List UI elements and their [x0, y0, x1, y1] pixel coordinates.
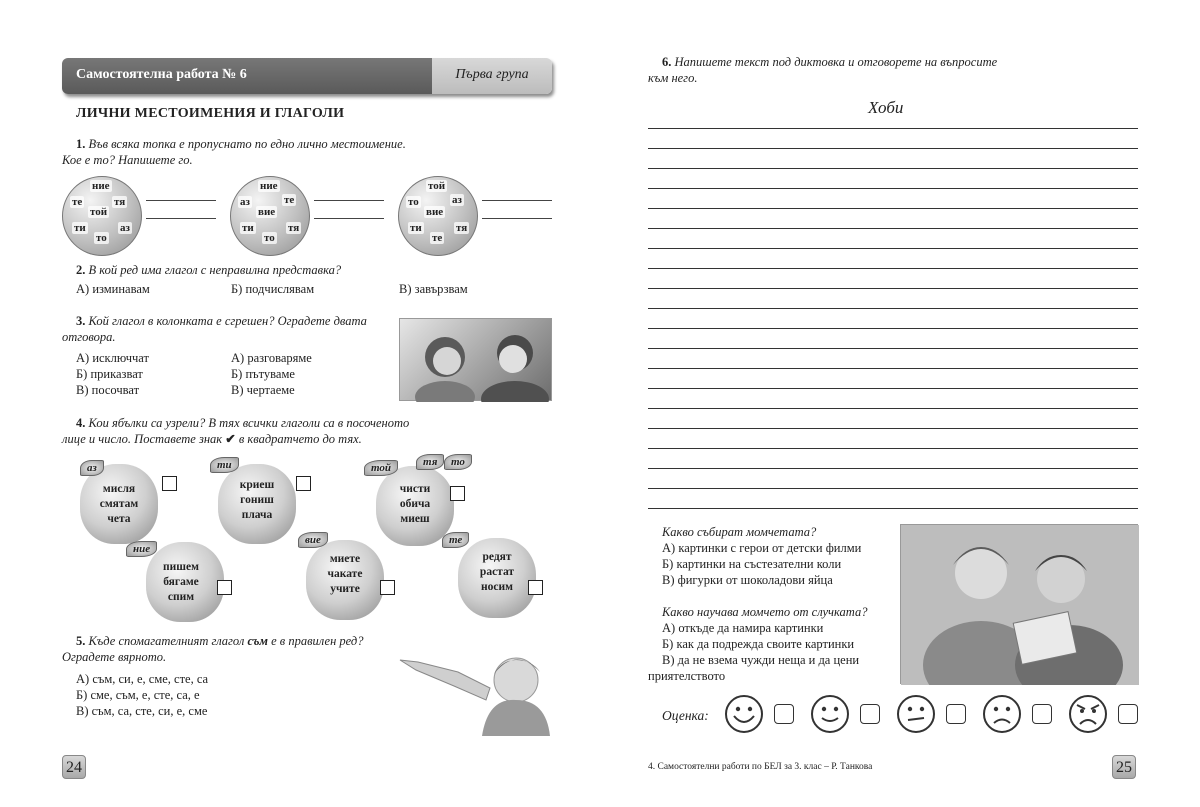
grade-checkbox[interactable]	[774, 704, 794, 724]
q2-option-b[interactable]: Б) подчислявам	[231, 282, 315, 296]
ball-word: ти	[410, 222, 422, 234]
q2-option-c[interactable]: В) завързвам	[399, 282, 468, 296]
qa-option-c[interactable]: В) фигурки от шоколадови яйца	[662, 573, 833, 587]
ball-1	[62, 176, 142, 256]
children-photo-illustration	[400, 319, 553, 402]
apple-word: спим	[167, 591, 195, 603]
apple-word: мисля	[102, 483, 136, 495]
writing-line[interactable]	[648, 408, 1138, 409]
answer-blank[interactable]	[146, 200, 216, 201]
apple-leaf: тя	[416, 454, 444, 470]
ball-word: тя	[288, 222, 300, 234]
q2-option-a[interactable]: А) изминавам	[76, 282, 150, 296]
q4-text-line2	[62, 431, 362, 447]
banner-title: Самостоятелна работа № 6	[62, 58, 432, 94]
apple-checkbox[interactable]	[450, 486, 465, 501]
q6-text2: към него.	[648, 71, 698, 85]
banner-group: Първа група	[432, 58, 552, 94]
writing-line[interactable]	[648, 468, 1138, 469]
writing-line[interactable]	[648, 388, 1138, 389]
ball-word: то	[408, 196, 419, 208]
worksheet-banner	[62, 58, 552, 94]
q4-text-line1	[76, 415, 409, 431]
answer-blank[interactable]	[482, 200, 552, 201]
apple-leaf: ние	[126, 541, 157, 557]
q5-option-b[interactable]: Б) сме, съм, е, сте, са, е	[76, 688, 200, 702]
q3-col1-a[interactable]: А) исключчат	[76, 351, 149, 365]
q2-text-line	[76, 262, 341, 278]
grade-checkbox[interactable]	[1118, 704, 1138, 724]
q4-text2: лице и число. Поставете знак	[62, 432, 223, 446]
apple-word: смятам	[99, 498, 139, 510]
grade-checkbox[interactable]	[946, 704, 966, 724]
q5-text1c: е в правилен ред?	[271, 634, 364, 648]
happy-face-icon	[810, 694, 850, 734]
very-happy-face-icon	[724, 694, 764, 734]
neutral-face-icon	[896, 694, 936, 734]
q1-number: 1.	[76, 137, 86, 151]
apple-checkbox[interactable]	[380, 580, 395, 595]
q1-text1: Във всяка топка е пропуснато по едно лично местоимение.	[88, 137, 406, 151]
q4-text3: в квадратчето до тях.	[238, 432, 362, 446]
grade-label: Оценка:	[662, 708, 709, 723]
q2-text: В кой ред има глагол с неправилна представка?	[88, 263, 342, 277]
q4-text1: Кои ябълки са узрели? В тях всички глаголи са в посоченото	[88, 416, 410, 430]
answer-blank[interactable]	[146, 218, 216, 219]
q3-text-line1	[76, 313, 367, 329]
writing-line[interactable]	[648, 128, 1138, 129]
q3-text2: отговора.	[62, 330, 116, 344]
apple-words	[376, 482, 454, 527]
apple-word: плача	[241, 509, 273, 521]
apple-checkbox[interactable]	[217, 580, 232, 595]
apple-words	[218, 478, 296, 523]
pointing-boy-photo	[398, 636, 552, 736]
answer-blank[interactable]	[314, 218, 384, 219]
q5-text1b: съм	[247, 634, 268, 648]
q5-text2: Оградете вярното.	[62, 650, 167, 664]
apple-word: бягаме	[163, 576, 199, 588]
apple-words	[306, 552, 384, 597]
q4-number: 4.	[76, 416, 86, 430]
apple-word: обича	[399, 498, 431, 510]
q3-number: 3.	[76, 314, 86, 328]
ball-word: вие	[426, 206, 444, 218]
apple-word: чакате	[327, 568, 363, 580]
apple-leaf: то	[444, 454, 472, 470]
ball-word: то	[96, 232, 107, 244]
qb-option-c-cont: приятелството	[648, 669, 726, 683]
q3-col1-c[interactable]: В) посочват	[76, 383, 140, 397]
qa-option-b[interactable]: Б) картинки на състезателни коли	[662, 557, 842, 571]
apple-word: растат	[479, 566, 515, 578]
apple-checkbox[interactable]	[296, 476, 311, 491]
writing-line[interactable]	[648, 368, 1138, 369]
qa-question: Какво събират момчетата?	[662, 525, 817, 539]
q6-text1: Напишете текст под диктовка и отговорете на въпросите	[674, 55, 998, 69]
ball-word: ти	[242, 222, 254, 234]
writing-line[interactable]	[648, 348, 1138, 349]
ball-word: аз	[240, 196, 250, 208]
apple-checkbox[interactable]	[162, 476, 177, 491]
apple-words	[80, 482, 158, 527]
boys-reading-photo	[900, 524, 1138, 684]
qb-question: Какво научава момчето от случката?	[662, 605, 868, 619]
footer-credit: 4. Самостоятелни работи по БЕЛ за 3. клас – Р. Танкова	[648, 762, 873, 772]
qa-option-a[interactable]: А) картинки с герои от детски филми	[662, 541, 862, 555]
grade-checkbox[interactable]	[860, 704, 880, 724]
writing-line[interactable]	[648, 188, 1138, 189]
q5-number: 5.	[76, 634, 86, 648]
qb-option-a[interactable]: А) откъде да намира картинки	[662, 621, 824, 635]
q3-text1: Кой глагол в колонката е сгрешен? Оградете двата	[88, 314, 367, 328]
writing-line[interactable]	[648, 428, 1138, 429]
writing-line[interactable]	[648, 228, 1138, 229]
q3-col2-b[interactable]: Б) пътуваме	[231, 367, 295, 381]
q6-number: 6.	[662, 55, 672, 69]
ball-word: той	[90, 206, 108, 218]
q1-text-line1	[76, 136, 406, 152]
apple-word: миеш	[400, 513, 430, 525]
sad-face-icon	[982, 694, 1022, 734]
boys-photo-illustration	[901, 525, 1139, 685]
q1-text2: Кое е то? Напишете го.	[62, 153, 193, 167]
q3-col2-a[interactable]: А) разговаряме	[231, 351, 312, 365]
q5-text-line1	[76, 633, 363, 649]
children-talking-photo	[399, 318, 552, 401]
writing-line[interactable]	[648, 328, 1138, 329]
apple-word: криеш	[239, 479, 275, 491]
ball-word: тя	[456, 222, 468, 234]
apple-word: миете	[329, 553, 361, 565]
q5-option-c[interactable]: В) съм, са, сте, си, е, сме	[76, 704, 208, 718]
checkmark-icon: ✔	[225, 432, 236, 446]
ball-word: те	[72, 196, 83, 208]
section-heading: ЛИЧНИ МЕСТОИМЕНИЯ И ГЛАГОЛИ	[76, 106, 345, 121]
ball-word: ти	[74, 222, 86, 234]
q5-option-a[interactable]: А) съм, си, е, сме, сте, са	[76, 672, 209, 686]
page-number-right: 25	[1112, 755, 1136, 779]
apple-leaf: те	[442, 532, 469, 548]
ball-word: ние	[260, 180, 278, 192]
apple-word: носим	[481, 581, 513, 593]
writing-line[interactable]	[648, 248, 1138, 249]
ball-word: тя	[114, 196, 126, 208]
dictation-title: Хоби	[868, 98, 904, 117]
ball-word: вие	[258, 206, 276, 218]
writing-line[interactable]	[648, 288, 1138, 289]
pointing-boy-illustration	[398, 636, 552, 736]
apple-word: чисти	[399, 483, 431, 495]
writing-line[interactable]	[648, 488, 1138, 489]
apple-checkbox[interactable]	[528, 580, 543, 595]
ball-word: ние	[92, 180, 110, 192]
apple-word: учите	[330, 583, 360, 595]
page-number-left: 24	[62, 755, 86, 779]
apple-leaf: той	[364, 460, 398, 476]
apple-word: пишем	[163, 561, 199, 573]
apple-leaf: вие	[298, 532, 328, 548]
ball-word: те	[432, 232, 443, 244]
answer-blank[interactable]	[314, 200, 384, 201]
q5-text1a: Къде спомагателният глагол	[88, 634, 245, 648]
apple-word: чета	[107, 513, 131, 525]
q6-text-line1	[662, 54, 997, 70]
q3-col1-b[interactable]: Б) приказват	[76, 367, 143, 381]
apple-word: гониш	[240, 494, 274, 506]
writing-line[interactable]	[648, 508, 1138, 509]
writing-line[interactable]	[648, 308, 1138, 309]
ball-3	[398, 176, 478, 256]
q2-number: 2.	[76, 263, 86, 277]
writing-line[interactable]	[648, 168, 1138, 169]
apple-words	[146, 560, 216, 605]
writing-line[interactable]	[648, 448, 1138, 449]
ball-word: те	[284, 194, 295, 206]
ball-word: то	[264, 232, 275, 244]
apple-word: редят	[482, 551, 512, 563]
writing-line[interactable]	[648, 268, 1138, 269]
qb-option-c[interactable]: В) да не взема чужди неща и да цени	[662, 653, 860, 667]
apple-leaf: аз	[80, 460, 104, 476]
apple-words	[458, 550, 536, 595]
writing-line[interactable]	[648, 208, 1138, 209]
ball-word: аз	[120, 222, 130, 234]
ball-word: аз	[452, 194, 462, 206]
ball-2	[230, 176, 310, 256]
writing-line[interactable]	[648, 148, 1138, 149]
angry-face-icon	[1068, 694, 1108, 734]
q3-col2-c[interactable]: В) чертаеме	[231, 383, 295, 397]
apple-leaf: ти	[210, 457, 239, 473]
ball-word: той	[428, 180, 446, 192]
grade-checkbox[interactable]	[1032, 704, 1052, 724]
qb-option-b[interactable]: Б) как да подрежда своите картинки	[662, 637, 855, 651]
answer-blank[interactable]	[482, 218, 552, 219]
